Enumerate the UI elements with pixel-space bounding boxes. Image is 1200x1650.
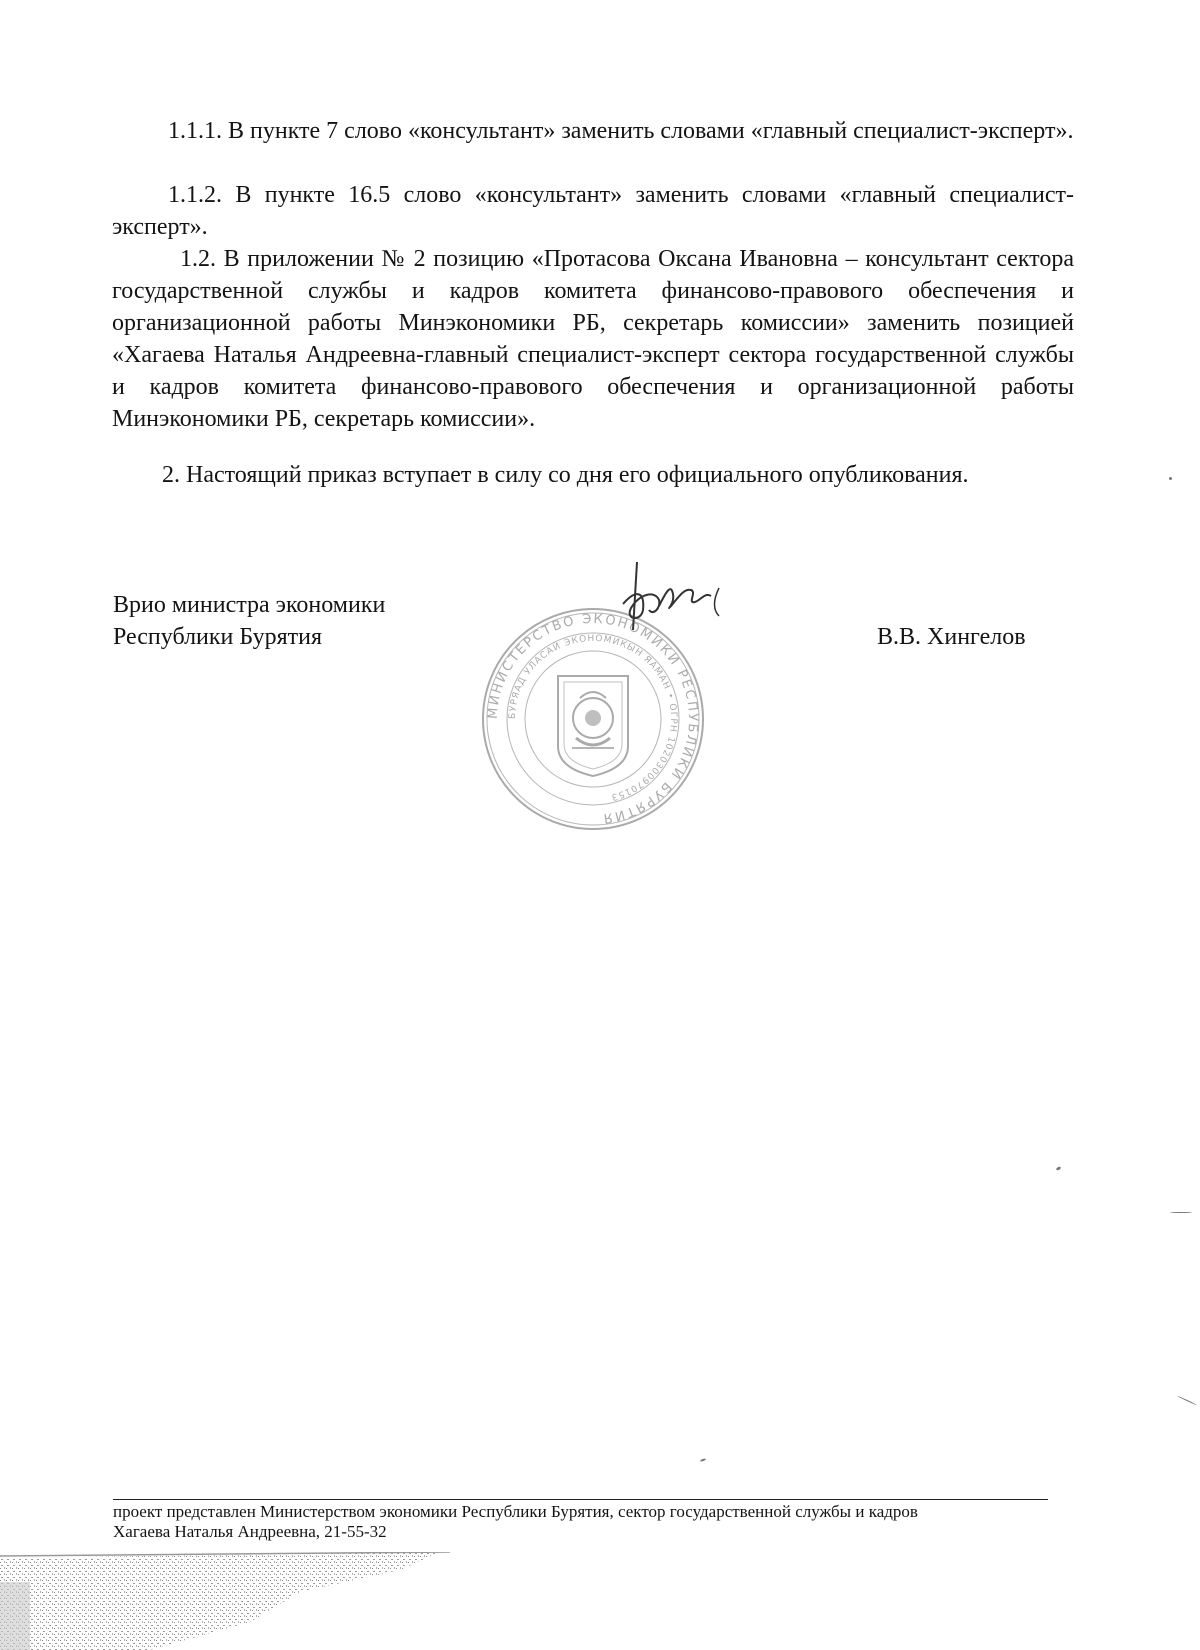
- footer-note: [113, 1502, 1073, 1542]
- footer-divider: [113, 1499, 1048, 1500]
- scan-speck: [1169, 477, 1172, 480]
- signatory-position: [113, 589, 385, 653]
- stamp-inner-text: БУРЯАД УЛАСАЙ ЭКОНОМИКЫН ЯАМАН • ОГРН 1020300970153: [507, 633, 679, 802]
- scan-artifact: [0, 1552, 470, 1650]
- signatory-position-line2: Республики Бурятия: [113, 624, 322, 650]
- scan-speck: [1177, 1395, 1197, 1405]
- paragraph-1-2: 1.2. В приложении № 2 позицию «Протасова Оксана Ивановна – консультант сектора государственной службы и кадров комитета финансово-правового обеспечения и организационной работы Минэкономики РБ, секретарь комиссии» заменить позицией «Хагаева Наталья Андреевна-главный специалист-эксперт сектора государственной службы и кадров комитета финансово-правового обеспечения и организационной работы Минэкономики РБ, секретарь комиссии».: [112, 246, 1074, 432]
- signatory-position-line1: Врио министра экономики: [113, 592, 386, 618]
- scan-speck: [1170, 1212, 1192, 1213]
- stamp-outer-text: МИНИСТЕРСТВО ЭКОНОМИКИ РЕСПУБЛИКИ БУРЯТИЯ: [485, 611, 701, 826]
- footer-line1: проект представлен Министерством экономики Республики Бурятия, сектор государственной службы и кадров: [113, 1502, 918, 1521]
- footer-line2: Хагаева Наталья Андреевна, 21-55-32: [113, 1522, 387, 1541]
- scan-speck: [700, 1458, 706, 1462]
- paragraph-1-1-1: 1.1.1. В пункте 7 слово «консультант» заменить словами «главный специалист-эксперт».: [168, 118, 1074, 144]
- handwritten-signature: [615, 560, 745, 650]
- scan-speck: [1056, 1166, 1062, 1171]
- paragraph-1-1-2: 1.1.2. В пункте 16.5 слово «консультант» заменить словами «главный специалист-эксперт».: [112, 182, 1074, 240]
- signatory-name: В.В. Хингелов: [877, 624, 1026, 650]
- paragraph-2: 2. Настоящий приказ вступает в силу со дня его официального опубликования.: [162, 462, 969, 488]
